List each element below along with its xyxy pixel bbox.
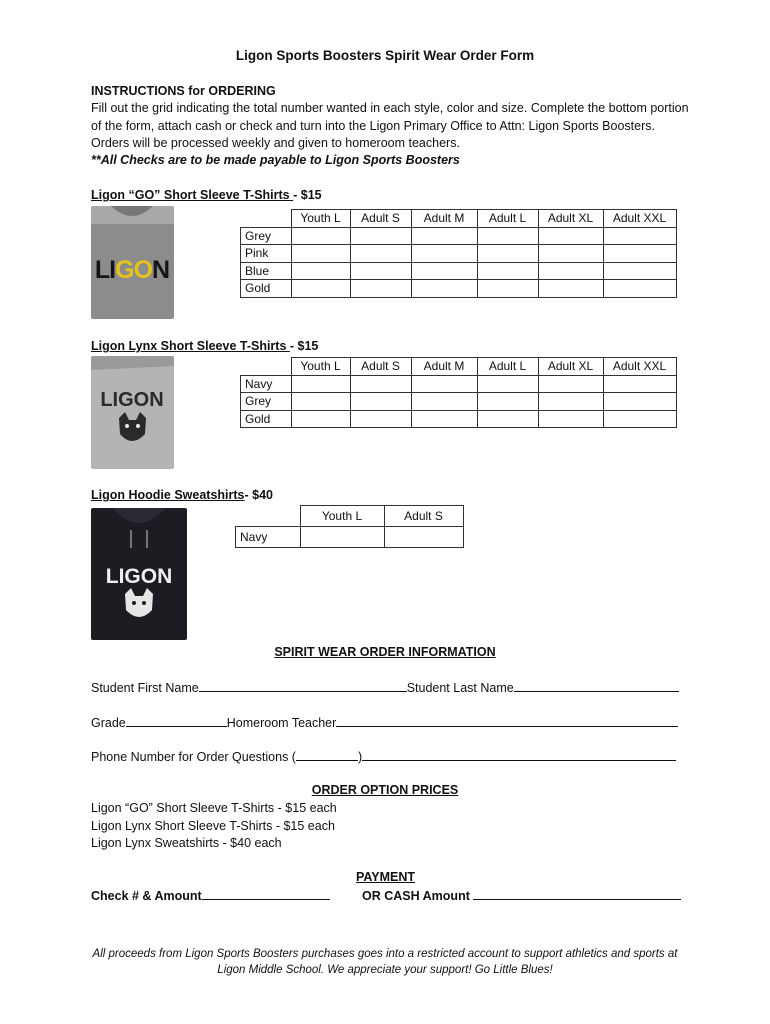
quantity-cell[interactable] (350, 227, 411, 245)
quantity-cell[interactable] (603, 245, 676, 263)
quantity-cell[interactable] (350, 280, 411, 298)
quantity-cell[interactable] (477, 245, 538, 263)
check-amount-field[interactable] (202, 887, 330, 900)
lynx-tees-heading (91, 339, 318, 353)
go-tees-heading (91, 188, 322, 202)
first-name-field[interactable] (199, 679, 407, 692)
quantity-cell[interactable] (350, 410, 411, 428)
color-label: Navy (236, 527, 301, 548)
size-header: Adult M (411, 358, 477, 376)
color-label: Grey (241, 227, 292, 245)
check-amount-row (91, 887, 330, 903)
phone-label: Phone Number for Order Questions ( (91, 750, 296, 764)
price-item: Ligon Lynx Short Sleeve T-Shirts - $15 each (91, 818, 335, 833)
color-label: Grey (241, 393, 292, 411)
footer-line-1: All proceeds from Ligon Sports Boosters purchases goes into a restricted account to support athletics and sports at (92, 948, 678, 960)
quantity-cell[interactable] (300, 527, 384, 548)
hoodies-price: - $40 (244, 488, 273, 502)
size-header: Adult L (477, 210, 538, 228)
quantity-cell[interactable] (477, 227, 538, 245)
hoodies-title: Ligon Hoodie Sweatshirts (91, 488, 245, 502)
lynx-tees-title: Ligon Lynx Short Sleeve T-Shirts (91, 339, 290, 353)
quantity-cell[interactable] (538, 227, 603, 245)
quantity-cell[interactable] (411, 245, 477, 263)
color-label: Pink (241, 245, 292, 263)
quantity-cell[interactable] (603, 227, 676, 245)
quantity-cell[interactable] (477, 375, 538, 393)
quantity-cell[interactable] (477, 393, 538, 411)
checks-payable-note: **All Checks are to be made payable to Ligon Sports Boosters (91, 153, 460, 167)
quantity-cell[interactable] (350, 262, 411, 280)
homeroom-label: Homeroom Teacher (226, 716, 337, 730)
quantity-cell[interactable] (538, 280, 603, 298)
size-header: Adult S (384, 506, 463, 527)
quantity-cell[interactable] (411, 227, 477, 245)
footer-note (80, 946, 690, 978)
grade-homeroom-row (91, 714, 678, 730)
quantity-cell[interactable] (291, 227, 350, 245)
cash-amount-row (362, 887, 681, 903)
quantity-cell[interactable] (291, 393, 350, 411)
homeroom-teacher-field[interactable] (336, 714, 678, 727)
quantity-cell[interactable] (350, 393, 411, 411)
page-title: Ligon Sports Boosters Spirit Wear Order Form (235, 48, 535, 63)
quantity-cell[interactable] (603, 262, 676, 280)
lynx-tee-photo (91, 356, 174, 469)
order-info-heading: SPIRIT WEAR ORDER INFORMATION (274, 645, 496, 659)
area-code-field[interactable] (296, 748, 358, 761)
svg-text:LIGON: LIGON (100, 389, 164, 411)
payment-heading: PAYMENT (356, 870, 416, 884)
size-header: Adult S (350, 358, 411, 376)
price-item: Ligon Lynx Sweatshirts - $40 each (91, 836, 282, 850)
hoodie-photo (91, 508, 187, 640)
size-header: Adult XXL (603, 358, 676, 376)
size-header: Adult XL (538, 358, 603, 376)
svg-text:LIGON: LIGON (94, 256, 170, 284)
size-header: Adult M (411, 210, 477, 228)
quantity-cell[interactable] (538, 375, 603, 393)
quantity-cell[interactable] (477, 280, 538, 298)
phone-number-field[interactable] (362, 748, 676, 761)
lynx-tees-order-grid (240, 357, 677, 428)
first-name-label: Student First Name (91, 681, 199, 695)
quantity-cell[interactable] (384, 527, 463, 548)
color-label: Gold (241, 410, 292, 428)
quantity-cell[interactable] (291, 245, 350, 263)
quantity-cell[interactable] (538, 410, 603, 428)
quantity-cell[interactable] (291, 262, 350, 280)
instructions-body: Fill out the grid indicating the total number wanted in each style, color and size. Complete the bottom portion of the form, attach cash or check and turn into the Ligon Primary Office to Attn: Ligon Sports Boosters. Orders will be processed weekly and given to homeroom teachers. (91, 101, 689, 150)
quantity-cell[interactable] (291, 280, 350, 298)
size-header: Youth L (291, 210, 350, 228)
instructions-heading: INSTRUCTIONS for ORDERING (91, 84, 276, 98)
quantity-cell[interactable] (291, 375, 350, 393)
size-header: Adult S (350, 210, 411, 228)
quantity-cell[interactable] (603, 393, 676, 411)
phone-row (91, 748, 676, 764)
student-name-row (91, 679, 679, 695)
quantity-cell[interactable] (538, 245, 603, 263)
quantity-cell[interactable] (350, 375, 411, 393)
go-tee-photo (91, 206, 174, 319)
hoodies-order-grid (235, 505, 464, 548)
footer-line-2: Ligon Middle School. We appreciate your support! Go Little Blues! (217, 964, 553, 976)
quantity-cell[interactable] (350, 245, 411, 263)
quantity-cell[interactable] (411, 375, 477, 393)
color-label: Blue (241, 262, 292, 280)
check-label: Check # & Amount (91, 889, 202, 903)
size-header: Youth L (300, 506, 384, 527)
go-tees-title: Ligon “GO” Short Sleeve T-Shirts (91, 188, 294, 202)
grade-label: Grade (91, 716, 126, 730)
size-header: Youth L (291, 358, 350, 376)
size-header: Adult L (477, 358, 538, 376)
go-tees-price: - $15 (293, 188, 322, 202)
price-item: Ligon “GO” Short Sleeve T-Shirts - $15 each (91, 801, 337, 815)
last-name-label: Student Last Name (406, 681, 514, 695)
cash-amount-field[interactable] (473, 887, 681, 900)
quantity-cell[interactable] (477, 410, 538, 428)
hoodies-heading (91, 488, 273, 502)
size-header: Adult XL (538, 210, 603, 228)
lynx-tees-price: - $15 (289, 339, 319, 353)
size-header: Adult XXL (603, 210, 676, 228)
option-prices-heading: ORDER OPTION PRICES (311, 783, 459, 797)
cash-label: OR CASH Amount (362, 889, 474, 903)
quantity-cell[interactable] (477, 262, 538, 280)
go-tees-order-grid (240, 209, 677, 298)
svg-text:LIGON: LIGON (105, 565, 173, 588)
quantity-cell[interactable] (603, 375, 676, 393)
option-prices-list (91, 800, 337, 853)
quantity-cell[interactable] (411, 393, 477, 411)
quantity-cell[interactable] (291, 410, 350, 428)
quantity-cell[interactable] (411, 280, 477, 298)
quantity-cell[interactable] (603, 280, 676, 298)
quantity-cell[interactable] (411, 410, 477, 428)
quantity-cell[interactable] (538, 393, 603, 411)
color-label: Navy (241, 375, 292, 393)
grade-field[interactable] (126, 714, 227, 727)
quantity-cell[interactable] (538, 262, 603, 280)
phone-close-paren: ) (357, 750, 363, 764)
last-name-field[interactable] (514, 679, 679, 692)
quantity-cell[interactable] (411, 262, 477, 280)
quantity-cell[interactable] (603, 410, 676, 428)
color-label: Gold (241, 280, 292, 298)
